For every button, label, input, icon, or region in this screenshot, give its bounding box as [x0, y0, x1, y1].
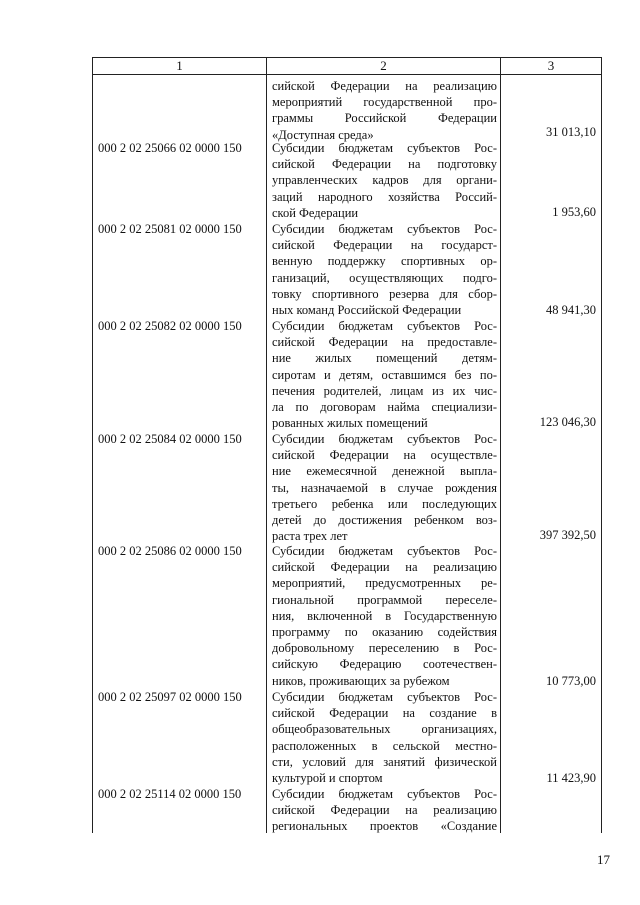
continuation-description [272, 78, 497, 143]
header-col-1: 1 [176, 58, 183, 73]
row-description [272, 689, 497, 786]
desc-line: сийской Федерации на осуществле- [272, 448, 497, 463]
desc-line: ных команд Российской Федерации [272, 303, 462, 318]
desc-line: ников, проживающих за рубежом [272, 673, 450, 688]
desc-line: граммы Российской Федерации [272, 111, 497, 126]
desc-line: ганизаций, осуществляющих подго- [272, 270, 497, 285]
row-amount: 1 953,60 [552, 205, 596, 219]
row-code: 000 2 02 25066 02 0000 150 [98, 141, 242, 155]
desc-line: ской Федерации [272, 205, 359, 220]
row-amount: 10 773,00 [546, 674, 596, 688]
desc-line: сийскую Федерацию соотечествен- [272, 657, 497, 672]
row-code: 000 2 02 25084 02 0000 150 [98, 432, 242, 446]
header-bottom-border [92, 74, 602, 75]
desc-line: заций народного хозяйства Россий- [272, 189, 497, 204]
row-description [272, 786, 497, 835]
row-code: 000 2 02 25081 02 0000 150 [98, 222, 242, 236]
header-col-3: 3 [547, 58, 555, 73]
desc-line: рованных жилых помещений [272, 416, 428, 431]
desc-line: Субсидии бюджетам субъектов Рос- [272, 787, 497, 801]
desc-line: общеобразовательных организациях, [272, 722, 497, 737]
desc-line: сийской Федерации на государст- [272, 238, 497, 253]
desc-line: программу по оказанию содействия [272, 625, 497, 640]
desc-line: сийской Федерации на создание в [272, 706, 497, 721]
desc-line: сийской Федерации на реализацию [272, 560, 497, 575]
desc-line: сти, условий для занятий физической [272, 754, 497, 769]
desc-line: Субсидии бюджетам субъектов Рос- [272, 544, 497, 558]
desc-line: Субсидии бюджетам субъектов Рос- [272, 141, 497, 155]
row-description [272, 318, 497, 431]
desc-line: ния, включенной в Государственную [272, 608, 497, 623]
row-description [272, 543, 497, 689]
page-number: 17 [597, 852, 610, 867]
desc-line: товку спортивного резерва для сбор- [272, 286, 497, 301]
desc-line: ние ежемесячной денежной выпла- [272, 464, 497, 479]
desc-line: мероприятий, предусмотренных ре- [272, 576, 497, 591]
row-code: 000 2 02 25086 02 0000 150 [98, 544, 242, 558]
desc-line: мероприятий государственной про- [272, 95, 497, 110]
desc-line: Субсидии бюджетам субъектов Рос- [272, 690, 497, 704]
row-code: 000 2 02 25082 02 0000 150 [98, 319, 242, 333]
desc-line: сийской Федерации на предоставле- [272, 335, 497, 350]
row-amount: 11 423,90 [546, 771, 596, 785]
row-description [272, 221, 497, 318]
row-code: 000 2 02 25114 02 0000 150 [98, 787, 242, 801]
row-amount: 48 941,30 [546, 303, 596, 317]
header-col-2: 2 [380, 58, 387, 73]
column-divider-1 [266, 57, 267, 833]
row-description [272, 431, 497, 544]
desc-line: Субсидии бюджетам субъектов Рос- [272, 432, 497, 446]
desc-line: печения родителей, лицам из их чис- [272, 383, 497, 398]
continuation-amount: 31 013,10 [546, 125, 596, 139]
desc-line: сийской Федерации на подготовку [272, 157, 497, 172]
desc-line: сиротам и детям, оставшимся без по- [272, 367, 497, 382]
desc-line: третьего ребенка или последующих [272, 496, 497, 511]
desc-line: Субсидии бюджетам субъектов Рос- [272, 222, 497, 236]
desc-line: раста трех лет [272, 529, 348, 544]
desc-line: добровольному переселению в Рос- [272, 641, 497, 656]
desc-line: ла по договорам найма специализи- [272, 400, 497, 415]
desc-line: расположенных в сельской местно- [272, 738, 497, 753]
desc-line: ние жилых помещений детям- [272, 351, 497, 366]
desc-line: гиональной программой переселе- [272, 592, 497, 607]
row-amount: 397 392,50 [539, 528, 596, 542]
desc-line: управленческих кадров для органи- [272, 173, 497, 188]
table-left-border [92, 57, 93, 833]
desc-line: Субсидии бюджетам субъектов Рос- [272, 319, 497, 333]
desc-line: «Доступная среда» [272, 127, 374, 142]
desc-line: венную поддержку спортивных ор- [272, 254, 497, 269]
desc-line: детей до достижения ребенком воз- [272, 513, 497, 528]
table-right-border [601, 57, 602, 833]
desc-line: ты, назначаемой в случае рождения [272, 480, 497, 495]
desc-line: сийской Федерации на реализацию [272, 803, 497, 818]
row-amount: 123 046,30 [539, 415, 596, 429]
row-code: 000 2 02 25097 02 0000 150 [98, 690, 242, 704]
row-description [272, 140, 497, 221]
desc-line: региональных проектов «Создание [272, 819, 497, 834]
desc-line: сийской Федерации на реализацию [272, 79, 497, 93]
column-divider-2 [500, 57, 501, 833]
desc-line: культурой и спортом [272, 771, 383, 786]
